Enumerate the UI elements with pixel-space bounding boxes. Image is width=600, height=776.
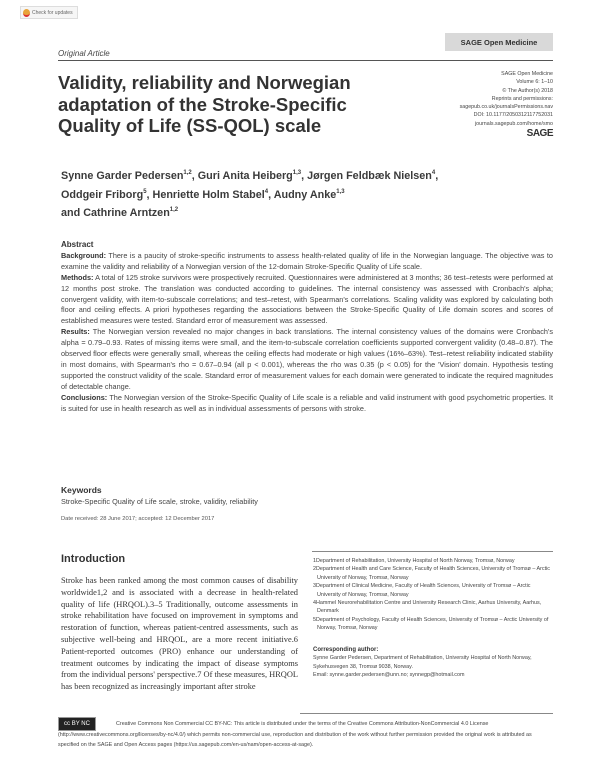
author-affiliation-marker: 1,2: [183, 170, 192, 176]
abstract-methods: [61, 273, 553, 328]
author: Synne Garder Pedersen$^{1,2}$: [61, 170, 192, 182]
author: Henriette Holm Stabel$^4$: [152, 188, 269, 201]
journal-badge: SAGE Open Medicine: [445, 33, 553, 51]
section-label: Results:: [61, 327, 90, 337]
meta-line: SAGE Open Medicine: [501, 71, 553, 77]
meta-line: © The Author(s) 2018: [502, 87, 553, 94]
section-text: The Norwegian version of the Stroke-Specific Quality of Life scale is a reliable and valid instrument with good psychometric properties. It is suited for use in health research as well as in individual assessments of persons with stroke.: [61, 392, 553, 413]
keywords-text: Stroke-Specific Quality of Life scale, stroke, validity, reliability: [61, 497, 258, 506]
doi-link[interactable]: DOI: 10.1177/2050312117752031: [473, 112, 553, 119]
corresponding-email[interactable]: Email: synne.garder.pedersen@unn.no; synnegp@hotmail.com: [313, 672, 465, 679]
article-type: Original Article: [58, 49, 110, 58]
affiliations: [313, 557, 553, 633]
author-affiliation-marker: 1,2: [169, 207, 179, 213]
cc-by-nc-logo-icon: cc BY NC: [58, 717, 96, 731]
sage-logo: SAGE: [526, 128, 553, 140]
meta-line: Reprints and permissions:: [491, 95, 553, 102]
author: Audny Anke$^{1,3}$: [273, 188, 345, 201]
license-rule: [300, 713, 553, 714]
affiliation: 4Hammel Neurorehabilitation Centre and University Research Clinic, Aarhus University, Aarhus, Denmark: [313, 600, 542, 615]
header-rule: [58, 60, 553, 61]
section-text: The Norwegian version revealed no major changes in back translations. The internal consistency values of the domains were Cronbach's alpha = 0.79–0.93. Rates of missing items were small, and the item-to-subscale correlation coefficients supported convergent validity (0.48–0.87). The observed floor effects were generally small, whereas the ceiling effects had moderate or high values (16%–63%). Test–retest reliability indicated stability in most domains, with Spearman's rho = 0.67–0.94 (all p < 0.001), whereas the rho was 0.35 (p < 0.05) for the 'Vision' domain. Hypothesis testing supported the construct validity of the scale. Standard error of measurement values for each domain were generated to indicate the required magnitudes of detectable change.: [61, 327, 554, 391]
meta-line: Volume 6: 1–10: [516, 79, 553, 86]
update-icon: [23, 9, 30, 17]
introduction-text: Stroke has been ranked among the most common causes of disability worldwide1,2 and is associated with a decrease in health-related quality of life (HRQOL).3–5 Traditionally, outcome assessments in stroke rehabilitation have focused on improvement in symptoms and restoration of function, whereas patient-centred assessments, such as subjective well-being and HRQOL, are a more recent initiative.6 Patient-reported outcomes (PRO) enhance our understanding of treatment outcomes by indicating the impact of disease symptoms from the individual persons' perspective.7 Of these measures, HRQOL has been recognized as increasingly important after stroke: [61, 576, 298, 692]
corresponding-address: Synne Garder Pedersen, Department of Rehabilitation, University Hospital of North Norway, Sykehusvegen 38, Tromsø 9038, Norway.: [313, 655, 532, 670]
abstract: [61, 240, 553, 415]
permissions-link[interactable]: sagepub.co.uk/journalsPermissions.nav: [459, 104, 553, 111]
section-label: Methods:: [61, 272, 94, 282]
author: Jørgen Feldbæk Nielsen$^4$: [307, 170, 436, 182]
license-text: Creative Commons Non Commercial CC BY-NC: This article is distributed under the terms of the Creative Commons Attribution-NonCommercial 4.0 License (http://www.creativecommons.org/licenses/by-nc/4.0/) which permits non-commercial use, reproduction and distribution of the work without further permission provided the original work is attributed as specified on the SAGE and Open Access pages (https://us.sagepub.com/en-us/nam/open-access-at-sage).: [58, 721, 532, 749]
section-label: Conclusions:: [61, 392, 108, 402]
abstract-heading: Abstract: [61, 240, 94, 249]
affiliation: 2Department of Health and Care Science, Faculty of Health Sciences, University of Tromsø – Arctic University of Norway, Tromsø, Norway: [313, 566, 550, 581]
author-affiliation-marker: 1,3: [292, 170, 302, 176]
author-affiliation-marker: 4: [264, 188, 269, 195]
affiliation: 1Department of Rehabilitation, University Hospital of North Norway, Tromsø, Norway: [313, 558, 515, 564]
article-title: Validity, reliability and Norwegian adaptation of the Stroke-Specific Quality of Life (SS-QOL) scale: [58, 72, 351, 136]
author-list: Synne Garder Pedersen$^{1,2}$, Guri Anita Heiberg$^{1,3}$, Jørgen Feldbæk Nielsen$^4$, Oddgeir Friborg$^5$, Henriette Holm Stabel$^4$, Audny Anke$^{1,3}$ and Cathrine Arntzen$^{1,2}$: [61, 170, 439, 219]
author-affiliation-marker: 4: [431, 170, 436, 176]
corresponding-heading: Corresponding author:: [313, 647, 379, 653]
check-for-updates-button[interactable]: [20, 6, 78, 19]
check-updates-label: Check for updates: [32, 9, 73, 16]
author-affiliation-marker: 5: [143, 188, 147, 195]
affiliations-rule: [312, 551, 553, 552]
corresponding-author: [313, 646, 553, 680]
author: Oddgeir Friborg$^5$: [61, 188, 147, 201]
journal-meta: [460, 70, 553, 140]
author-affiliation-marker: 1,3: [336, 188, 345, 195]
abstract-conclusions: [61, 393, 553, 415]
journal-link[interactable]: journals.sagepub.com/home/smo: [474, 120, 553, 127]
section-text: There is a paucity of stroke-specific instruments to assess health-related quality of life in the Norwegian language. The objective was to examine the validity and reliability of a Norwegian version of the 12-domain Stroke-Specific Quality of Life scale.: [61, 250, 553, 271]
dates: Date received: 28 June 2017; accepted: 12 December 2017: [61, 516, 215, 522]
introduction-heading: Introduction: [61, 553, 126, 565]
abstract-background: [61, 251, 553, 273]
keywords: [61, 485, 258, 507]
section-label: Background:: [61, 250, 106, 260]
keywords-heading: Keywords: [61, 485, 102, 495]
affiliation: 5Department of Psychology, Faculty of Health Sciences, University of Tromsø – Arctic University of Norway, Tromsø, Norway: [313, 616, 549, 632]
author: Guri Anita Heiberg$^{1,3}$: [197, 170, 302, 182]
section-text: A total of 125 stroke survivors were prospectively recruited. Questionnaires were administered at 3 months; 36 test–retests were performed at 12 months post stroke. The translation was conducted according to guidelines. The internal consistency was assessed with Cronbach's alpha; convergent validity, with item-to-subscale correlations; and test–retest, with Spearman's correlations. Scaling validity was explored by calculating both floor and ceiling effects. A priori hypotheses regarding the associations between the Stroke-Specific Quality of Life domain scores and scores of established measures were tested. Standard error of measurement was assessed.: [61, 272, 553, 326]
author: Cathrine Arntzen$^{1,2}$: [83, 207, 179, 219]
abstract-results: [61, 327, 553, 392]
affiliation: 3Department of Clinical Medicine, Faculty of Health Sciences, University of Tromsø – Arctic University of Norway, Tromsø, Norway: [313, 583, 531, 598]
